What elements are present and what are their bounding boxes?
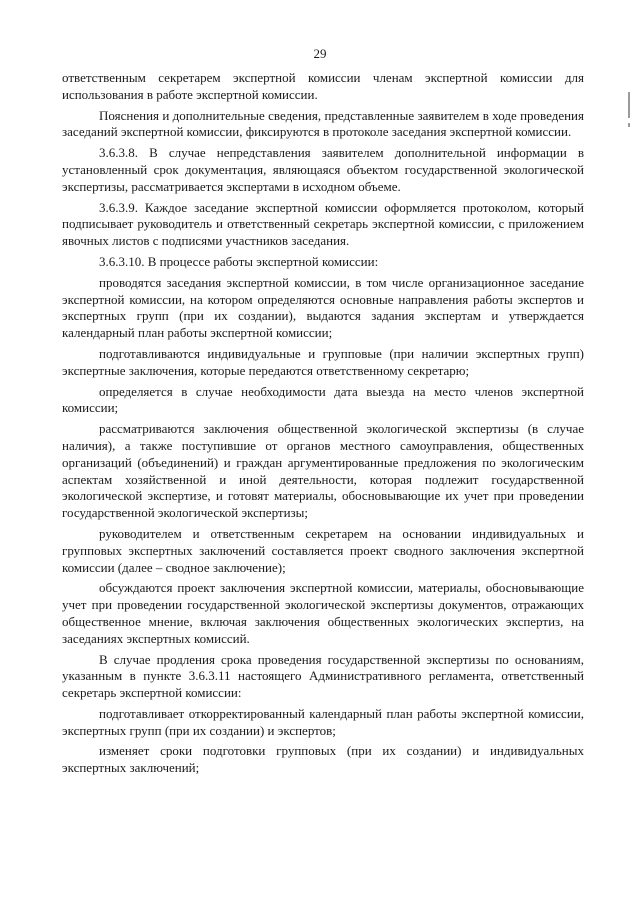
paragraph-3-6-3-10: 3.6.3.10. В процессе работы экспертной комиссии: <box>99 253 379 269</box>
list-item-site-visit: определяется в случае необходимости дата выезда на место членов экспертной комиссии; <box>62 383 584 416</box>
paragraph-explanations: Пояснения и дополнительные сведения, представленные заявителем в ходе проведения заседаний экспертной комиссии, фиксируются в протоколе заседания экспертной комиссии. <box>62 107 584 140</box>
paragraph-continuation: ответственным секретарем экспертной комиссии членам экспертной комиссии для использования в работе экспертной комиссии. <box>62 70 584 102</box>
list-item-public-review: рассматриваются заключения общественной экологической экспертизы (в случае наличия), а также поступившие от органов местного самоуправления, общественных организаций (объединений) и граждан аргументированные предложения по экологическим аспектам хозяйственной и иной деятельности, которая подлежит государственной экологической экспертизе, и готовят материалы, обосновывающие их учет при проведении государственной экологической экспертизы; <box>62 421 584 521</box>
page-number: 29 <box>313 46 327 61</box>
list-item-change-deadlines: изменяет сроки подготовки групповых (при их создании) и индивидуальных экспертных заключений; <box>62 743 584 776</box>
paragraph-3-6-3-8: 3.6.3.8. В случае непредставления заявителем дополнительной информации в установленный срок документация, являющаяся объектом государственной экологической экспертизы, рассматривается экспертами в исходном объеме. <box>62 145 584 194</box>
scan-edge-mark-small <box>628 123 630 127</box>
list-item-updated-plan: подготавливает откорректированный календарный план работы экспертной комиссии, экспертных групп (при их создании) и экспертов; <box>62 705 584 738</box>
list-item-discussion: обсуждаются проект заключения экспертной комиссии, материалы, обосновывающие учет при проведении государственной экологической экспертизы документов, отражающих общественное мнение, включая заключения общественных экологических экспертиз, на заседаниях экспертных комиссий. <box>62 580 584 646</box>
paragraph-3-6-3-9: 3.6.3.9. Каждое заседание экспертной комиссии оформляется протоколом, который подписывает руководитель и ответственный секретарь экспертной комиссии, с приложением явочных листов с подписями участников заседания. <box>62 199 584 249</box>
list-item-summary-draft: руководителем и ответственным секретарем на основании индивидуальных и групповых экспертных заключений составляется проект сводного заключения экспертной комиссии (далее – сводное заключение); <box>62 525 584 575</box>
list-item-expert-conclusions: подготавливаются индивидуальные и групповые (при наличии экспертных групп) экспертные заключения, которые передаются ответственному секретарю; <box>62 345 584 378</box>
paragraph-extension: В случае продления срока проведения государственной экспертизы по основаниям, указанным в пункте 3.6.3.11 настоящего Административного регламента, ответственный секретарь экспертной комиссии: <box>62 651 584 701</box>
document-body <box>62 70 584 781</box>
list-item-meetings: проводятся заседания экспертной комиссии, в том числе организационное заседание экспертной комиссии, на котором определяются основные направления работы экспертов и экспертных групп (при их создании), выдаются задания экспертам и утверждается календарный план работы экспертной комиссии; <box>62 274 584 341</box>
scan-edge-mark <box>628 92 630 118</box>
